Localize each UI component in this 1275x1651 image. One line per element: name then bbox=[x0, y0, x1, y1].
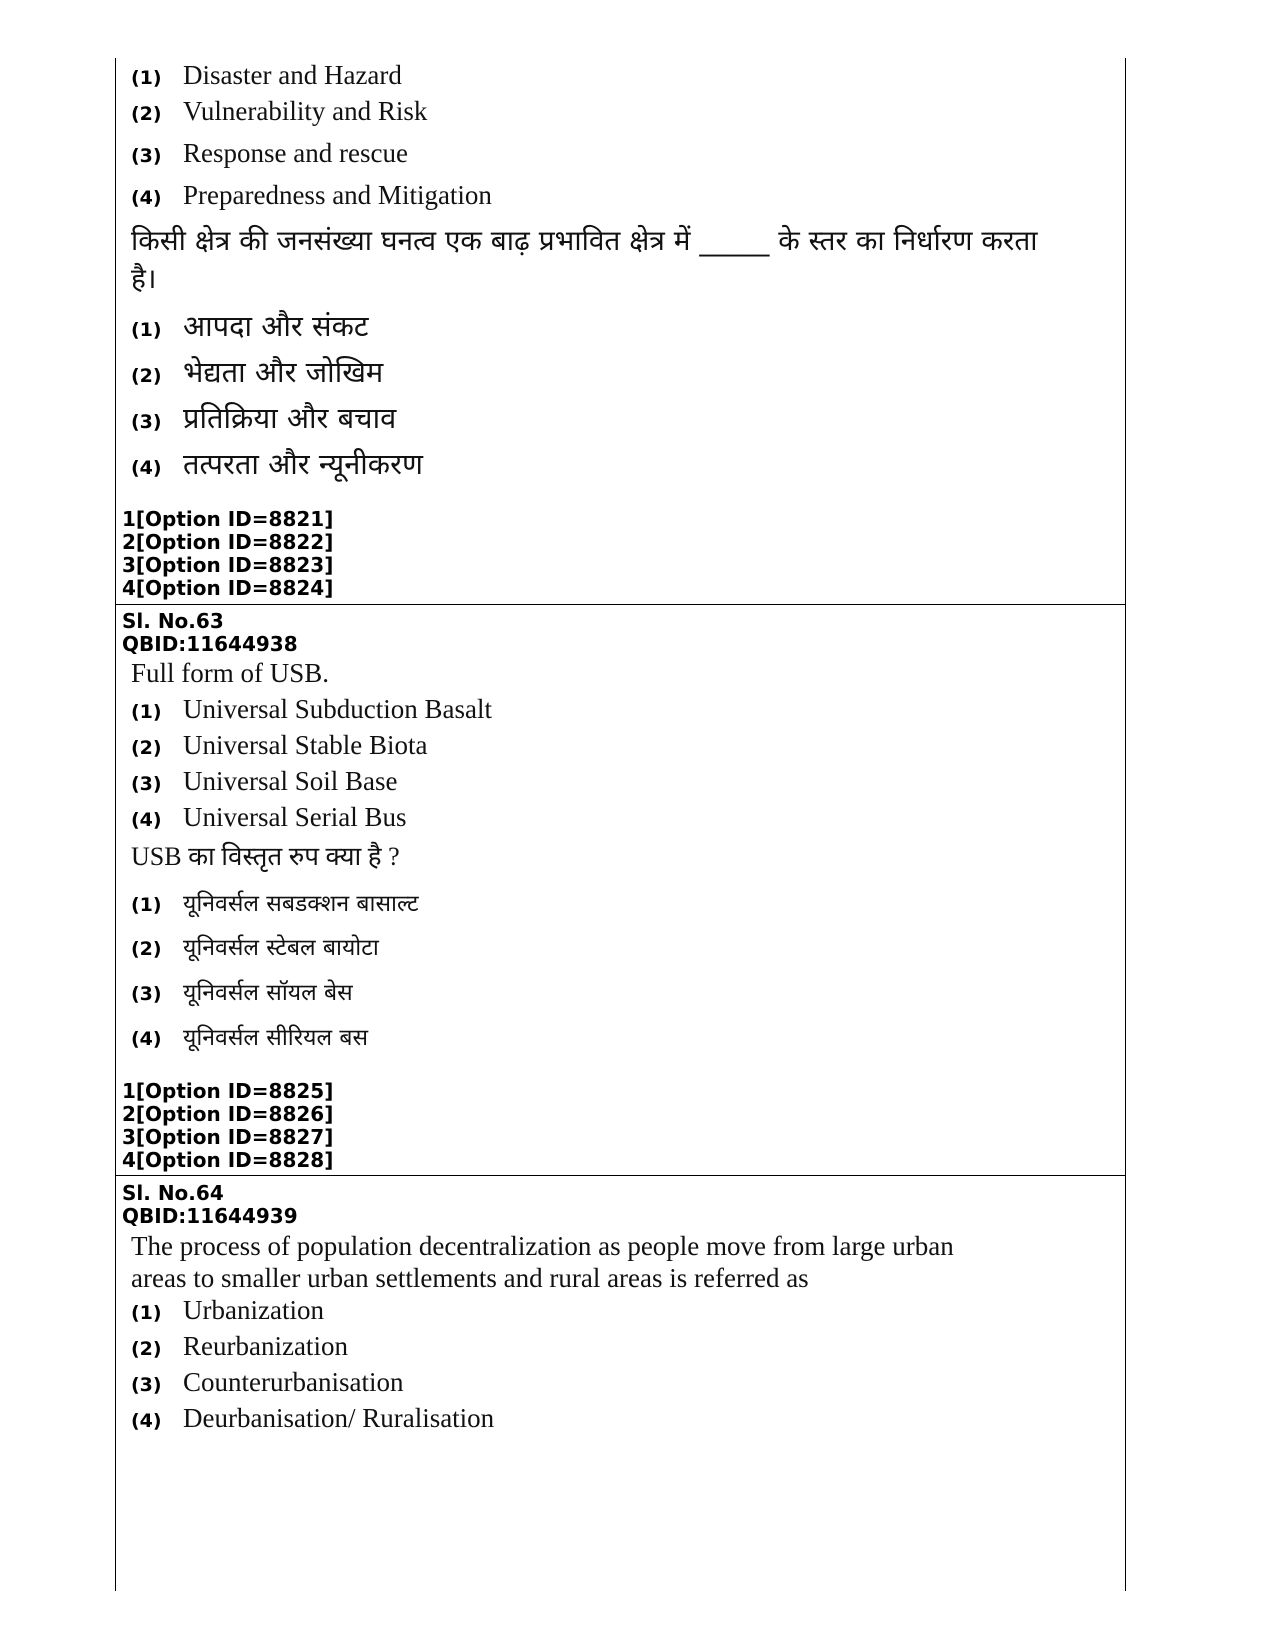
q63-option-hi-1 bbox=[131, 886, 419, 918]
option-number: (3) bbox=[131, 145, 162, 167]
option-number: (3) bbox=[131, 773, 162, 795]
q63-option-hi-4 bbox=[131, 1020, 368, 1052]
option-text: Preparedness and Mitigation bbox=[183, 180, 492, 210]
option-text: Universal Soil Base bbox=[183, 766, 398, 796]
q63-question-hindi: USB का विस्तृत रुप क्या है ? bbox=[131, 842, 400, 871]
option-text: यूनिवर्सल सीरियल बस bbox=[183, 1025, 369, 1051]
option-number: (4) bbox=[131, 1028, 162, 1050]
q63-option-en-3 bbox=[131, 766, 397, 797]
q62-option-en-2 bbox=[131, 96, 427, 127]
q63-option-ids bbox=[122, 1080, 333, 1172]
option-number: (1) bbox=[131, 67, 162, 89]
serial-number: Sl. No.64 bbox=[122, 1181, 224, 1205]
option-text: यूनिवर्सल सॉयल बेस bbox=[183, 980, 353, 1006]
section-divider bbox=[116, 604, 1125, 605]
q62-option-hi-4 bbox=[131, 444, 423, 483]
q62-option-en-1 bbox=[131, 60, 402, 91]
option-text: आपदा और संकट bbox=[183, 309, 369, 343]
q63-option-en-1 bbox=[131, 694, 492, 725]
section-divider bbox=[116, 1175, 1125, 1176]
q62-option-hi-1 bbox=[131, 306, 368, 345]
q63-option-hi-2 bbox=[131, 930, 379, 962]
option-number: (2) bbox=[131, 365, 162, 387]
option-id: 4[Option ID=8824] bbox=[122, 576, 334, 600]
option-text: Counterurbanisation bbox=[183, 1367, 404, 1397]
question-line: areas to smaller urban settlements and rural areas is referred as bbox=[131, 1263, 809, 1293]
option-number: (1) bbox=[131, 701, 162, 723]
option-text: Vulnerability and Risk bbox=[183, 96, 428, 126]
option-text: यूनिवर्सल स्टेबल बायोटा bbox=[183, 935, 379, 961]
q62-option-en-3 bbox=[131, 138, 408, 169]
option-text: Urbanization bbox=[183, 1295, 324, 1325]
option-text: यूनिवर्सल सबडक्शन बासाल्ट bbox=[183, 891, 419, 917]
q62-question-hindi: किसी क्षेत्र की जनसंख्या घनत्व एक बाढ़ प्रभावित क्षेत्र में _____ के स्तर का निर्धारण करता है। bbox=[131, 224, 1038, 295]
option-id: 4[Option ID=8828] bbox=[122, 1148, 334, 1172]
q62-option-hi-3 bbox=[131, 398, 396, 437]
option-number: (3) bbox=[131, 983, 162, 1005]
q62-option-ids bbox=[122, 508, 333, 600]
option-text: प्रतिक्रिया और बचाव bbox=[183, 401, 397, 435]
q63-question-english: Full form of USB. bbox=[131, 658, 330, 688]
option-text: तत्परता और न्यूनीकरण bbox=[183, 447, 423, 481]
option-text: Universal Serial Bus bbox=[183, 802, 407, 832]
option-text: Deurbanisation/ Ruralisation bbox=[183, 1403, 495, 1433]
q64-option-en-1 bbox=[131, 1295, 324, 1326]
option-number: (1) bbox=[131, 894, 162, 916]
option-number: (1) bbox=[131, 1302, 162, 1324]
option-id: 1[Option ID=8821] bbox=[122, 507, 334, 531]
option-text: Disaster and Hazard bbox=[183, 60, 402, 90]
option-number: (1) bbox=[131, 319, 162, 341]
option-number: (3) bbox=[131, 1374, 162, 1396]
option-id: 3[Option ID=8823] bbox=[122, 553, 334, 577]
option-text: भेद्यता और जोखिम bbox=[183, 355, 384, 389]
question-line: The process of population decentralization as people move from large urban bbox=[131, 1231, 954, 1261]
option-number: (4) bbox=[131, 187, 162, 209]
q63-option-en-4 bbox=[131, 802, 406, 833]
q64-option-en-3 bbox=[131, 1367, 403, 1398]
option-number: (2) bbox=[131, 938, 162, 960]
q63-option-hi-3 bbox=[131, 975, 353, 1007]
option-id: 3[Option ID=8827] bbox=[122, 1125, 334, 1149]
qbid: QBID:11644939 bbox=[122, 1204, 298, 1228]
q62-option-en-4 bbox=[131, 180, 492, 211]
q64-header bbox=[122, 1182, 298, 1228]
option-text: Universal Stable Biota bbox=[183, 730, 428, 760]
option-number: (4) bbox=[131, 809, 162, 831]
option-number: (2) bbox=[131, 737, 162, 759]
q64-question-english bbox=[131, 1230, 954, 1294]
option-number: (3) bbox=[131, 411, 162, 433]
q63-option-en-2 bbox=[131, 730, 427, 761]
q64-option-en-2 bbox=[131, 1331, 348, 1362]
q62-option-hi-2 bbox=[131, 352, 383, 391]
option-id: 2[Option ID=8826] bbox=[122, 1102, 334, 1126]
option-number: (4) bbox=[131, 457, 162, 479]
serial-number: Sl. No.63 bbox=[122, 609, 224, 633]
option-text: Reurbanization bbox=[183, 1331, 348, 1361]
option-id: 2[Option ID=8822] bbox=[122, 530, 334, 554]
option-id: 1[Option ID=8825] bbox=[122, 1079, 334, 1103]
option-text: Universal Subduction Basalt bbox=[183, 694, 492, 724]
question-paper-frame bbox=[115, 58, 1126, 1591]
qbid: QBID:11644938 bbox=[122, 632, 298, 656]
option-number: (2) bbox=[131, 1338, 162, 1360]
q63-header bbox=[122, 610, 298, 656]
q64-option-en-4 bbox=[131, 1403, 494, 1434]
option-number: (4) bbox=[131, 1410, 162, 1432]
option-text: Response and rescue bbox=[183, 138, 408, 168]
option-number: (2) bbox=[131, 103, 162, 125]
